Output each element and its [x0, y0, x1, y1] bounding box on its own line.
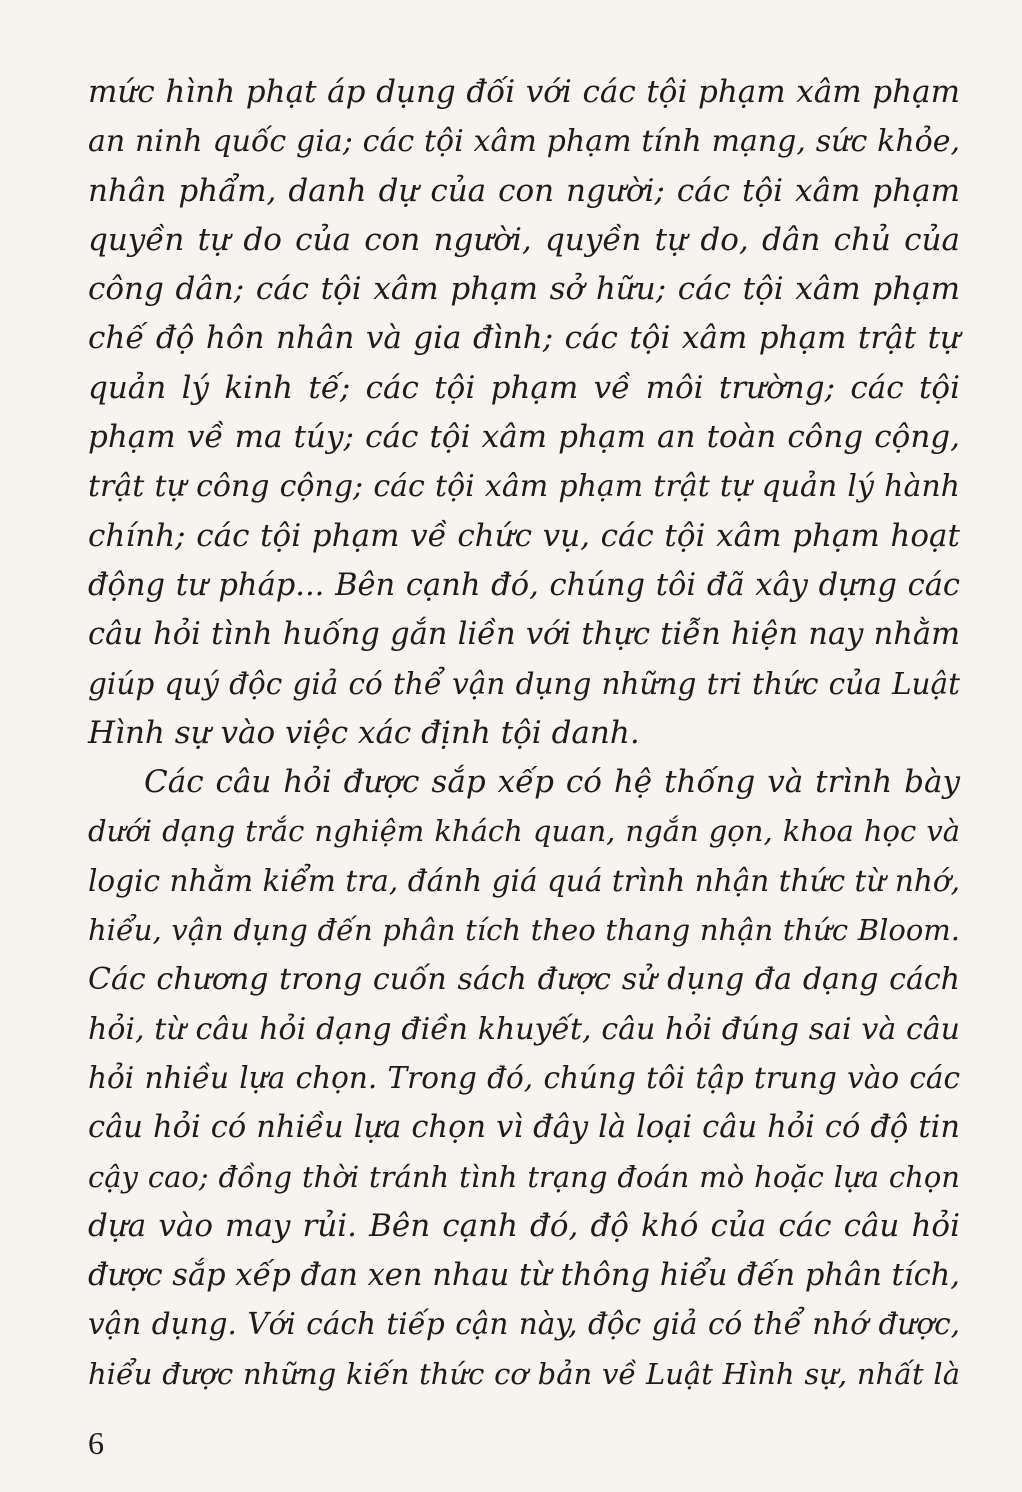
text-line: Các chương trong cuốn sách được sử dụng đa dạng cách [88, 962, 960, 998]
text-line: dưới dạng trắc nghiệm khách quan, ngắn gọn, khoa học và [88, 814, 960, 849]
text-line: vận dụng. Với cách tiếp cận này, độc giả có thể nhớ được, [88, 1307, 960, 1342]
text-line: hỏi nhiều lựa chọn. Trong đó, chúng tôi tập trung vào các [88, 1060, 960, 1095]
text-line: hiểu, vận dụng đến phân tích theo thang nhận thức Bloom. [88, 913, 960, 948]
body-text [88, 68, 960, 1399]
text-line: Các câu hỏi được sắp xếp có hệ thống và trình bày [144, 764, 960, 801]
text-line: chính; các tội phạm về chức vụ, các tội xâm phạm hoạt [88, 517, 960, 554]
text-line: được sắp xếp đan xen nhau từ thông hiểu đến phân tích, [88, 1258, 960, 1294]
text-line: câu hỏi tình huống gắn liền với thực tiễn hiện nay nhằm [88, 617, 960, 653]
text-line: trật tự công cộng; các tội xâm phạm trật tự quản lý hành [88, 469, 960, 505]
text-line: giúp quý độc giả có thể vận dụng những tri thức của Luật [88, 666, 960, 701]
page-number: 6 [88, 1425, 104, 1461]
text-line: cậy cao; đồng thời tránh tình trạng đoán mò hoặc lựa chọn [88, 1159, 960, 1194]
text-line: nhân phẩm, danh dự của con người; các tội xâm phạm [88, 172, 960, 209]
text-line: dựa vào may rủi. Bên cạnh đó, độ khó của các câu hỏi [88, 1207, 960, 1244]
text-line: quản lý kinh tế; các tội phạm về môi trường; các tội [88, 369, 960, 406]
text-line: phạm về ma túy; các tội xâm phạm an toàn công cộng, [88, 419, 960, 456]
text-line: hiểu được những kiến thức cơ bản về Luật Hình sự, nhất là [88, 1356, 960, 1391]
text-line: động tư pháp... Bên cạnh đó, chúng tôi đã xây dựng các [88, 567, 960, 603]
text-line: Hình sự vào việc xác định tội danh. [88, 714, 640, 751]
text-line: hỏi, từ câu hỏi dạng điền khuyết, câu hỏi đúng sai và câu [88, 1011, 960, 1047]
text-line: mức hình phạt áp dụng đối với các tội phạm xâm phạm [88, 74, 960, 110]
text-line: công dân; các tội xâm phạm sở hữu; các tội xâm phạm [88, 271, 960, 308]
text-line: chế độ hôn nhân và gia đình; các tội xâm phạm trật tự [88, 320, 960, 357]
text-line: an ninh quốc gia; các tội xâm phạm tính mạng, sức khỏe, [88, 124, 960, 160]
text-line: logic nhằm kiểm tra, đánh giá quá trình nhận thức từ nhớ, [88, 863, 960, 898]
text-line: quyền tự do của con người, quyền tự do, dân chủ của [88, 221, 960, 258]
text-line: câu hỏi có nhiều lựa chọn vì đây là loại câu hỏi có độ tin [88, 1110, 960, 1146]
